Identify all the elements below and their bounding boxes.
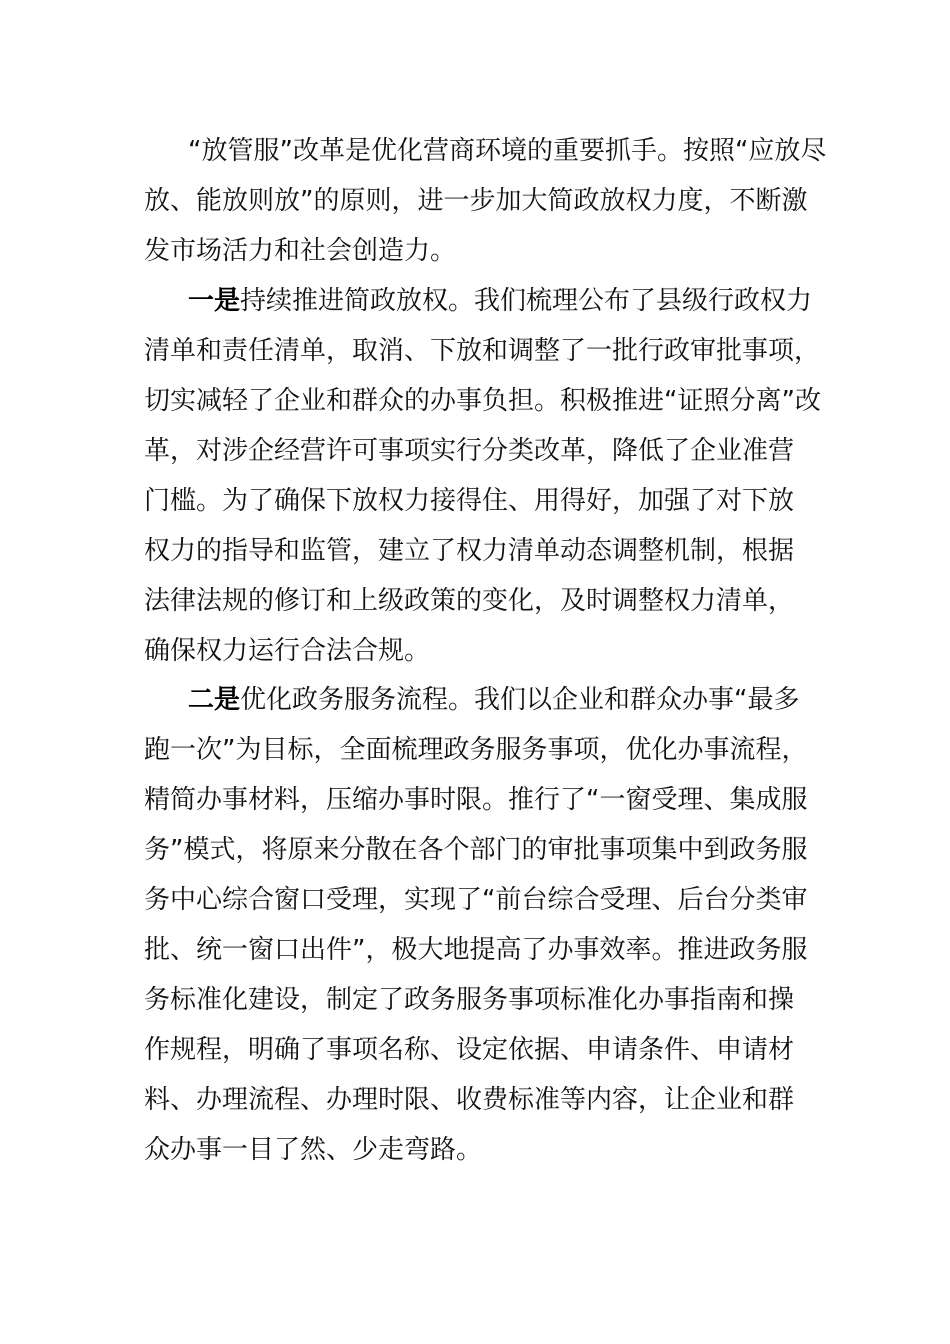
paragraph-3-line-3: 精简办事材料，压缩办事时限。推行了“一窗受理、集成服 [144,785,808,815]
paragraph-3-line-1 [188,680,800,720]
paragraph-2-line-2: 清单和责任清单，取消、下放和调整了一批行政审批事项， [144,336,821,366]
paragraph-3-line-5: 务中心综合窗口受理，实现了“前台综合受理、后台分类审 [144,885,808,915]
paragraph-1-line-2: 放、能放则放”的原则，进一步加大简政放权力度，不断激 [144,186,808,216]
paragraph-3-line-8: 作规程，明确了事项名称、设定依据、申请条件、申请材 [144,1035,795,1065]
paragraph-2-line-4: 革，对涉企经营许可事项实行分类改革，降低了企业准营 [144,436,795,466]
paragraph-1-line-1: “放管服”改革是优化营商环境的重要抓手。按照“应放尽 [188,136,827,166]
paragraph-3-line-10: 众办事一目了然、少走弯路。 [144,1135,483,1165]
paragraph-2-line-1-text: 持续推进简政放权。我们梳理公布了县级行政权力 [240,286,813,316]
paragraph-2-line-5: 门槛。为了确保下放权力接得住、用得好，加强了对下放 [144,486,795,516]
paragraph-2-line-6: 权力的指导和监管，建立了权力清单动态调整机制，根据 [144,536,795,566]
paragraph-3-line-4: 务”模式，将原来分散在各个部门的审批事项集中到政务服 [144,835,808,865]
paragraph-2-line-1 [188,281,812,321]
paragraph-3-line-9: 料、办理流程、办理时限、收费标准等内容，让企业和群 [144,1085,795,1115]
paragraph-3-line-2: 跑一次”为目标，全面梳理政务服务事项，优化办事流程， [144,735,808,765]
paragraph-2-line-8: 确保权力运行合法合规。 [144,636,431,666]
paragraph-1-line-3: 发市场活力和社会创造力。 [144,236,457,266]
paragraph-3-lead: 二是 [188,685,241,715]
paragraph-3-line-7: 务标准化建设，制定了政务服务事项标准化办事指南和操 [144,985,795,1015]
paragraph-3-line-6: 批、统一窗口出件”，极大地提高了办事效率。推进政务服 [144,935,808,965]
paragraph-2-lead: 一是 [188,286,241,316]
paragraph-3-line-1-text: 优化政务服务流程。我们以企业和群众办事“最多 [240,685,800,715]
paragraph-2-line-3: 切实减轻了企业和群众的办事负担。积极推进“证照分离”改 [144,386,821,416]
paragraph-2-line-7: 法律法规的修订和上级政策的变化，及时调整权力清单， [144,586,795,616]
